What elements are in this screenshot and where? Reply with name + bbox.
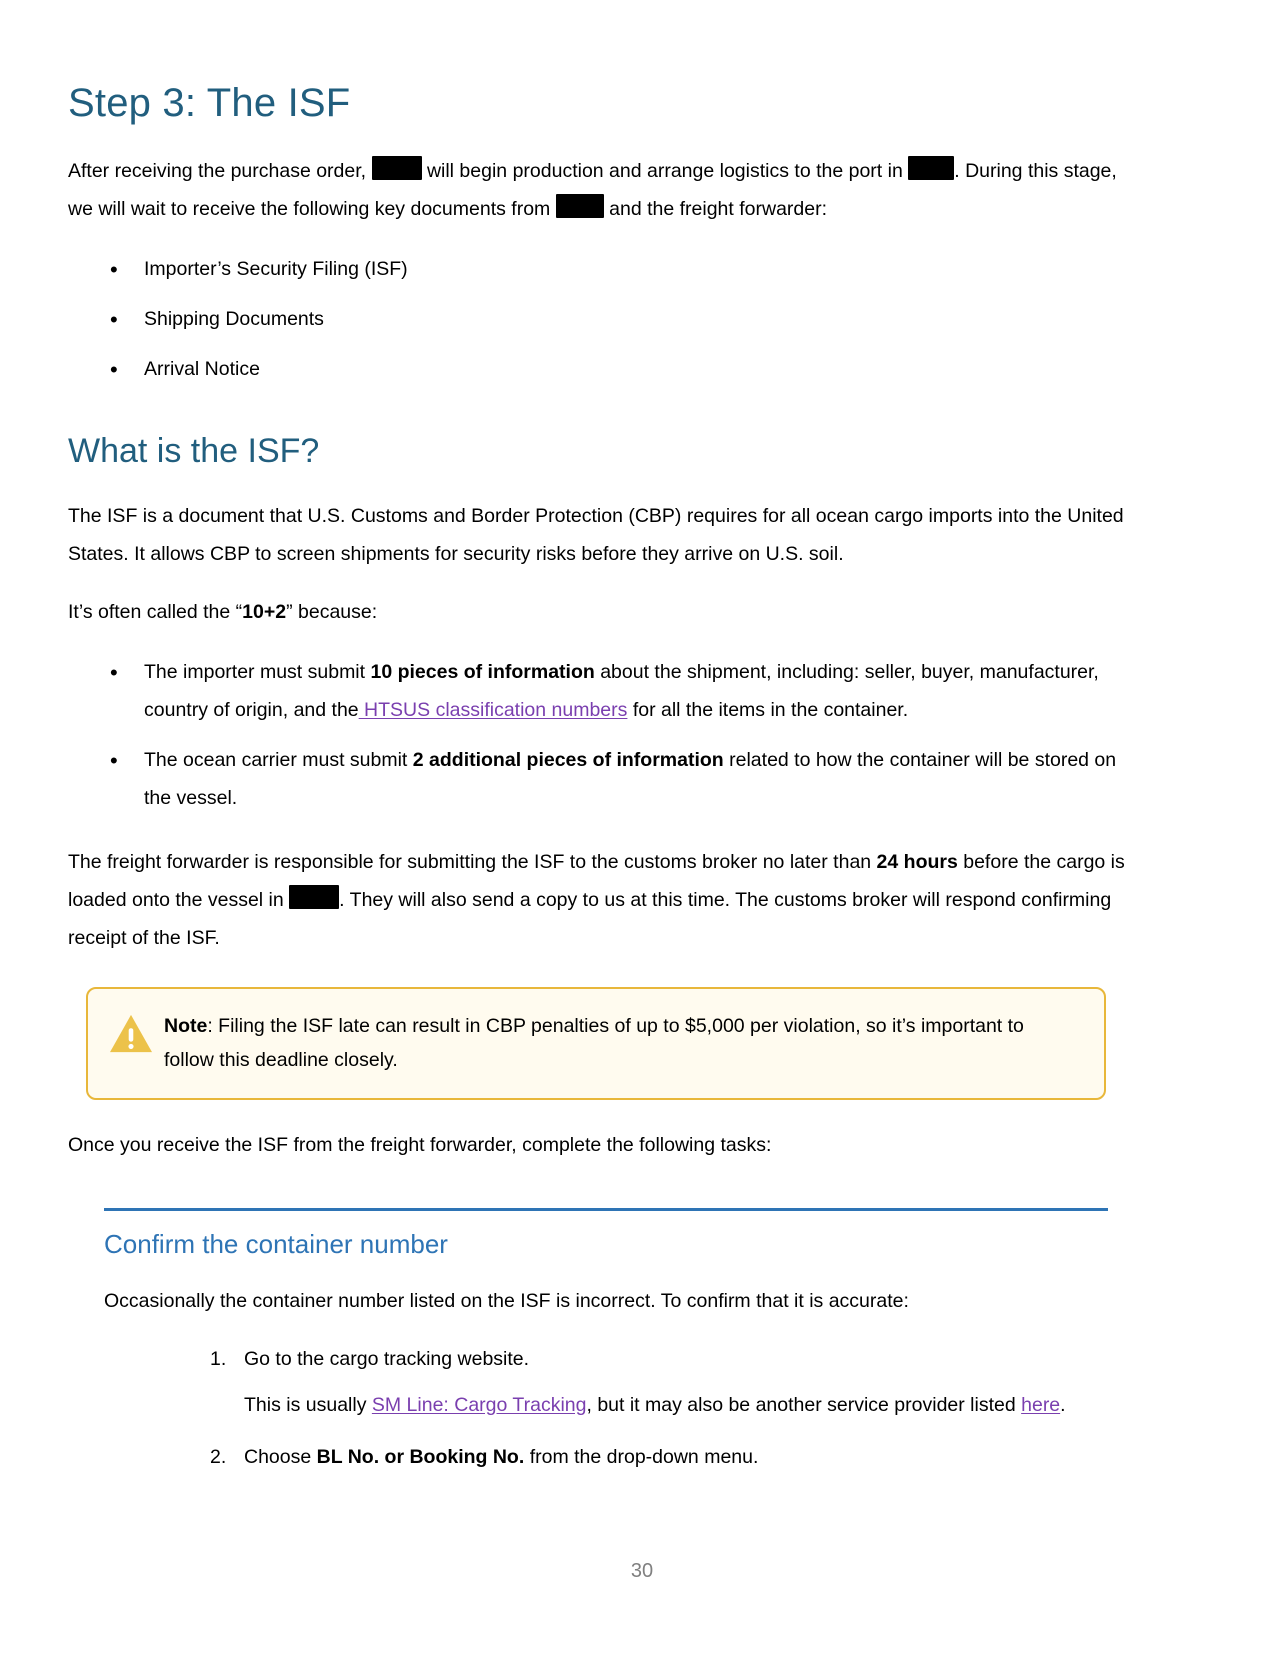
- bullet-1-text-part-1: The importer must submit: [144, 661, 371, 684]
- ten-plus-two-suffix: ” because:: [286, 601, 378, 624]
- ten-plus-two-paragraph: [68, 593, 1140, 631]
- intro-text-part-1: After receiving the purchase order,: [68, 160, 367, 182]
- isf-definition-paragraph: The ISF is a document that U.S. Customs and Border Protection (CBP) requires for all ocean cargo imports into the United States. It allows CBP to screen shipments for security risks before they arrive on U.S. soil.: [68, 505, 1124, 566]
- section-heading-what-is-the-isf: What is the ISF?: [68, 432, 320, 471]
- bullet-1-text-part-3: for all the items in the container.: [627, 699, 909, 722]
- ten-plus-two-label: 10+2: [242, 601, 287, 624]
- intro-paragraph: [68, 152, 1140, 228]
- bullet-2-text-part-1: The ocean carrier must submit: [144, 749, 413, 772]
- page-title: Step 3: The ISF: [68, 81, 351, 125]
- note-body: : Filing the ISF late can result in CBP penalties of up to $5,000 per violation, so it’s important to follow this deadline closely.: [164, 1015, 1024, 1072]
- forwarder-text-part-2: before the cargo is loaded onto the vessel in: [68, 851, 1125, 912]
- step-2-suffix: from the drop-down menu.: [524, 1445, 759, 1468]
- list-item: • Importer’s Security Filing (ISF): [68, 250, 1140, 288]
- note-label: Note: [164, 1015, 208, 1038]
- bullet-1-text-part-2: about the shipment, including: seller, buyer, manufacturer, country of origin, and the: [144, 661, 1099, 722]
- step-2-bold: BL No. or Booking No.: [316, 1445, 525, 1468]
- bullet-2-bold: 2 additional pieces of information: [412, 749, 724, 772]
- list-item: Go to the cargo tracking website.: [244, 1347, 530, 1370]
- sm-line-cargo-tracking-link[interactable]: SM Line: Cargo Tracking: [371, 1393, 587, 1416]
- task-section-body: [104, 1282, 1140, 1476]
- note-text: [164, 1009, 1078, 1077]
- htsus-classification-link[interactable]: HTSUS classification numbers: [358, 699, 628, 722]
- page-content: [68, 80, 1140, 1476]
- page-footer: [0, 1560, 1284, 1583]
- list-item: [104, 1438, 1140, 1476]
- task-intro-paragraph: Occasionally the container number listed on the ISF is incorrect. To confirm that it is accurate:: [104, 1289, 909, 1312]
- intro-text-period: .: [954, 160, 960, 182]
- list-item: • Arrival Notice: [68, 350, 1140, 388]
- warning-triangle-icon: [108, 1013, 156, 1060]
- bullet-2-text-part-2: related to how the container will be stored on the vessel.: [144, 749, 1117, 810]
- list-item: [68, 653, 1140, 729]
- note-callout: [86, 987, 1106, 1099]
- section-heading-confirm-the-container-number: Confirm the container number: [104, 1228, 448, 1259]
- step-1-sub-prefix: This is usually: [244, 1393, 372, 1416]
- ten-plus-two-list: [68, 653, 1140, 817]
- list-item: [68, 741, 1140, 817]
- once-received-paragraph: Once you receive the ISF from the freight forwarder, complete the following tasks:: [68, 1133, 772, 1156]
- section-divider: [104, 1208, 1108, 1211]
- bullet-1-bold: 10 pieces of information: [370, 661, 595, 684]
- forwarder-text-part-3: . They will also send a copy to us at this time. The customs broker will respond confirming receipt of the ISF.: [68, 889, 1112, 950]
- intro-text-part-3: During this stage, we will wait to receive the following key documents from: [68, 160, 1117, 221]
- step-1-sub-suffix: .: [1060, 1393, 1066, 1416]
- forwarder-text-part-1: The freight forwarder is responsible for submitting the ISF to the customs broker no later than: [68, 851, 877, 874]
- redaction-block-company-2: [556, 194, 604, 218]
- container-check-steps: [104, 1340, 1140, 1378]
- key-documents-list: [68, 250, 1140, 388]
- redaction-block-company-1: [372, 156, 422, 180]
- intro-text-part-2: will begin production and arrange logistics to the port in: [426, 160, 903, 182]
- forwarder-hours-bold: 24 hours: [876, 851, 958, 874]
- step-2-prefix: Choose: [244, 1445, 317, 1468]
- page-number: 30: [630, 1560, 654, 1582]
- list-item: • Shipping Documents: [68, 300, 1140, 338]
- ten-plus-two-prefix: It’s often called the “: [68, 601, 243, 624]
- here-link[interactable]: here: [1021, 1393, 1061, 1416]
- container-check-steps-continued: [104, 1438, 1140, 1476]
- intro-text-part-4: and the freight forwarder:: [609, 198, 828, 221]
- step-1-sub-line: [244, 1386, 1140, 1424]
- redaction-block-port: [908, 156, 954, 180]
- step-1-sub-middle: , but it may also be another service provider listed: [586, 1393, 1022, 1416]
- freight-forwarder-paragraph: [68, 843, 1140, 957]
- redaction-block-vessel-port: [289, 885, 339, 909]
